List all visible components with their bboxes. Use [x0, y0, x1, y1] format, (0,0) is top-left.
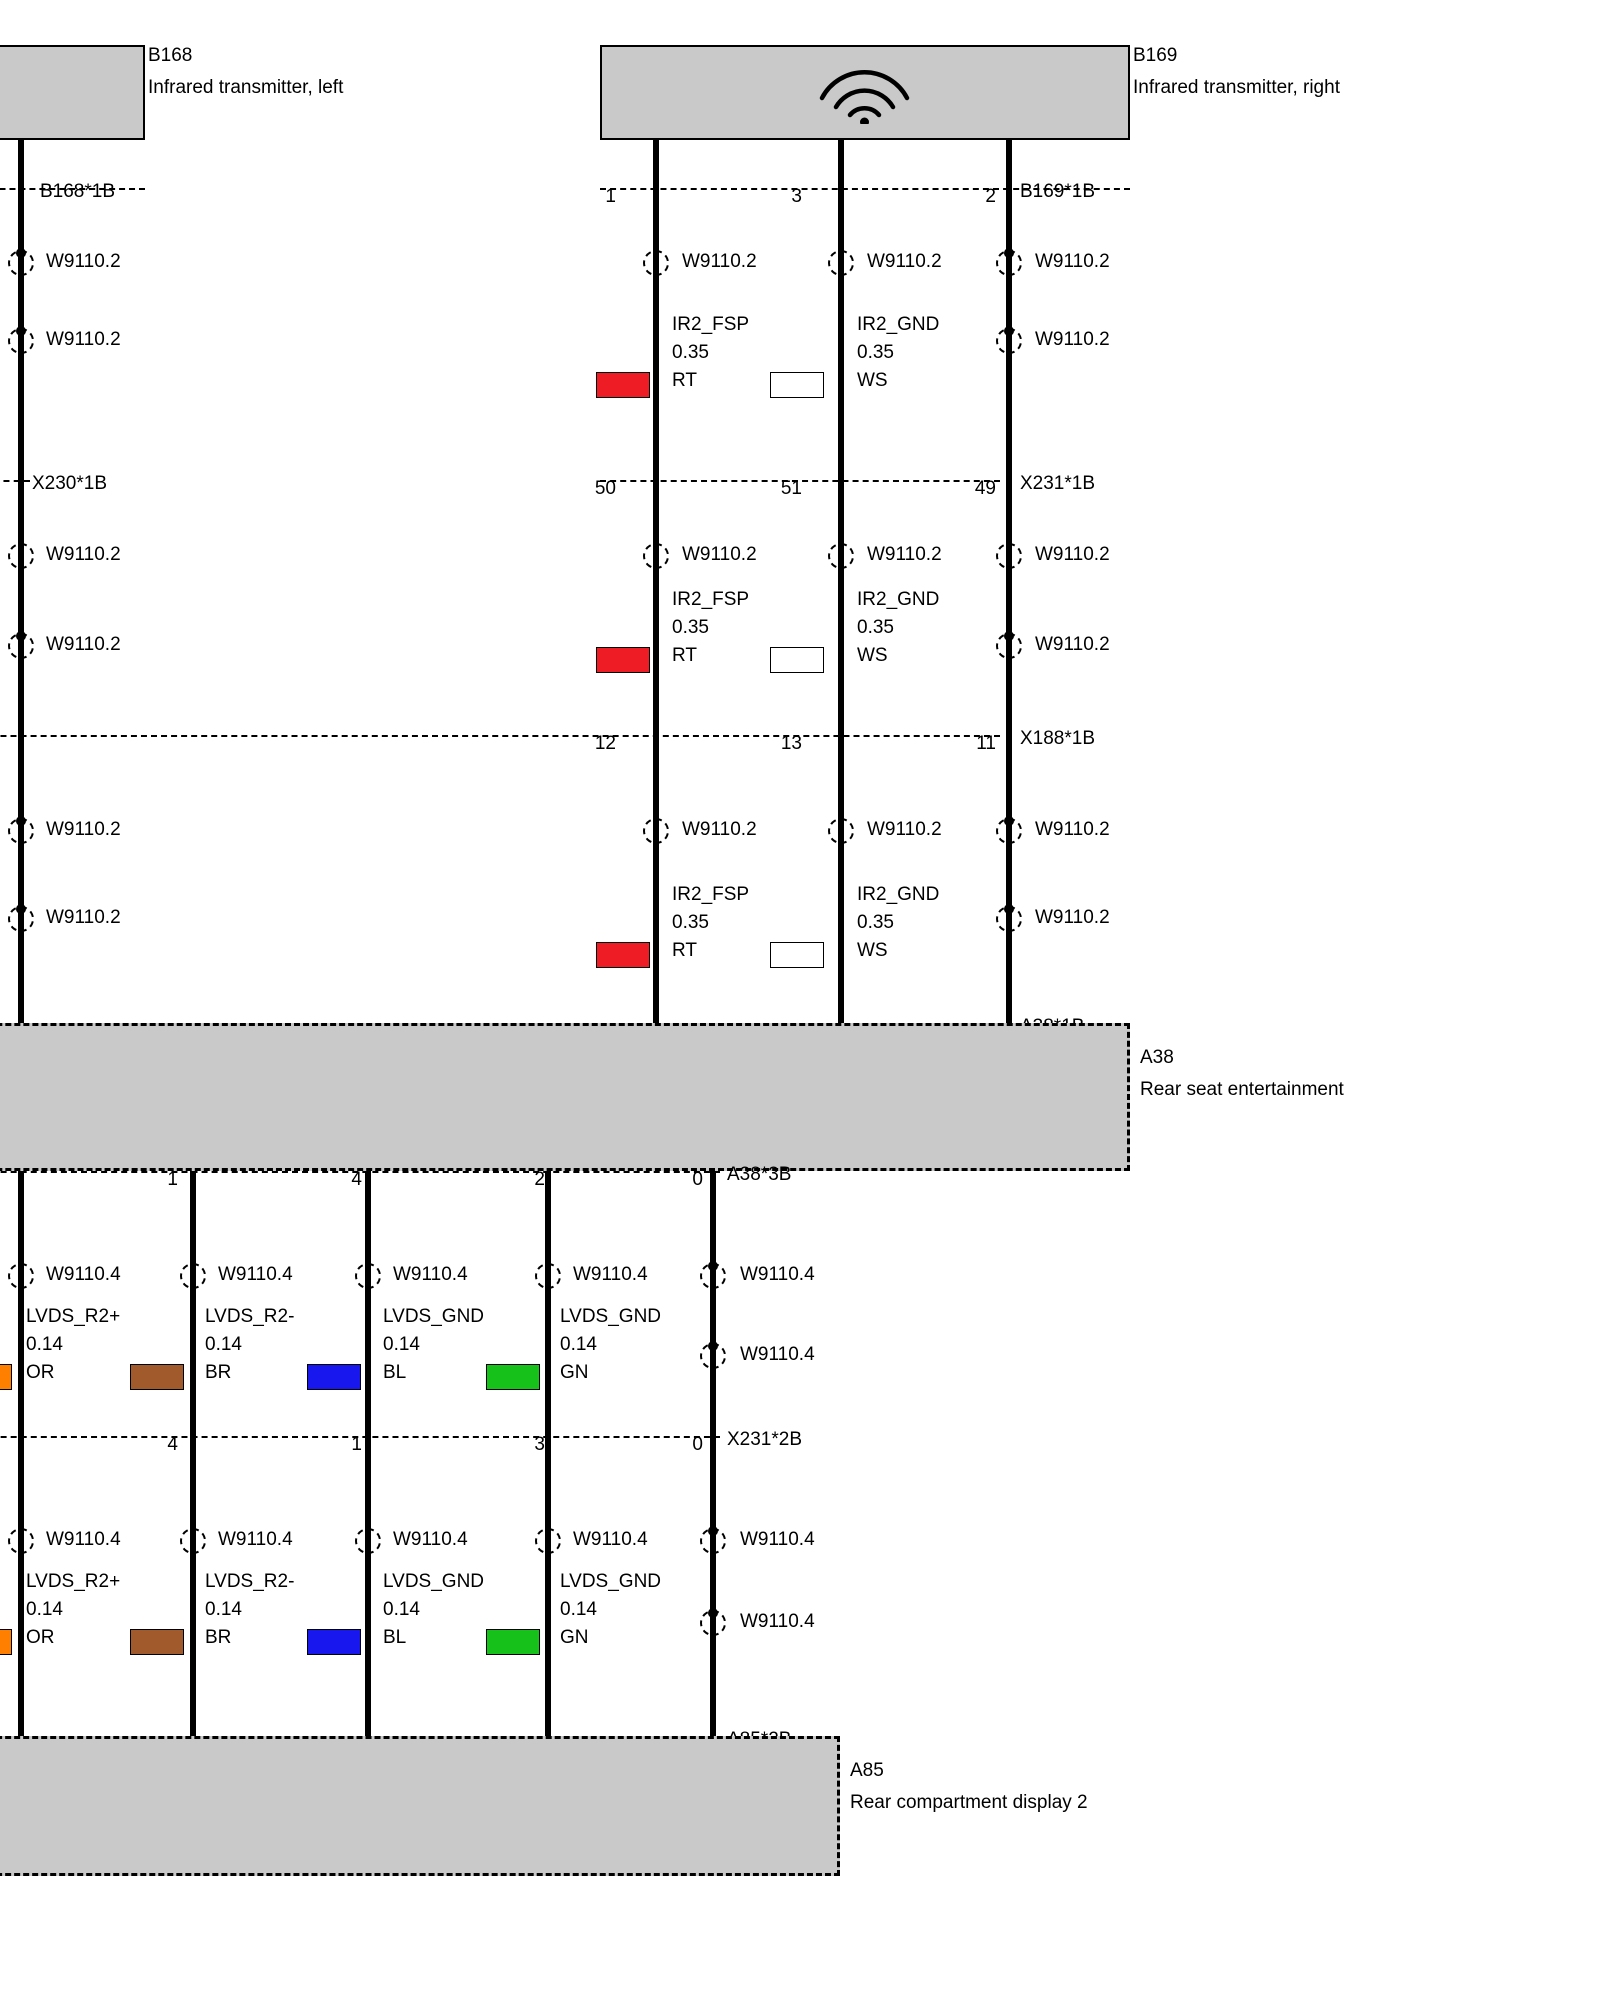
harness-marker	[996, 543, 1022, 569]
signal-color-code: BL	[383, 1362, 407, 1383]
component-label-a85-desc: Rear compartment display 2	[850, 1792, 1088, 1813]
wire-segment	[710, 1171, 716, 1436]
signal-name: IR2_GND	[857, 589, 940, 610]
signal-color-code: RT	[672, 370, 697, 391]
wire-segment	[653, 140, 659, 188]
pin-number: 1	[605, 186, 616, 207]
harness-marker	[8, 1528, 34, 1554]
harness-label: W9110.2	[867, 251, 942, 272]
wire-segment	[1006, 140, 1012, 188]
signal-gauge: 0.35	[857, 617, 894, 638]
wire-segment	[18, 1171, 24, 1436]
signal-name: IR2_FSP	[672, 589, 750, 610]
harness-label: W9110.2	[46, 634, 121, 655]
connector-line-x188-1b	[0, 735, 1000, 737]
harness-label: W9110.2	[1035, 907, 1110, 928]
component-box-b168	[0, 45, 145, 140]
pin-number: 1	[167, 1169, 178, 1190]
signal-color-code: GN	[560, 1627, 589, 1648]
component-label-b169-desc: Infrared transmitter, right	[1133, 77, 1340, 98]
wire-segment	[545, 1171, 551, 1436]
signal-gauge: 0.14	[205, 1599, 242, 1620]
component-box-a85	[0, 1736, 840, 1876]
component-label-b169-id: B169	[1133, 45, 1178, 66]
signal-gauge: 0.35	[672, 617, 709, 638]
signal-gauge: 0.14	[383, 1599, 420, 1620]
harness-label: W9110.2	[1035, 634, 1110, 655]
signal-color-code: WS	[857, 370, 888, 391]
junction-dot	[708, 1526, 718, 1536]
harness-label: W9110.4	[393, 1264, 468, 1285]
harness-marker	[643, 250, 669, 276]
harness-label: W9110.4	[46, 1529, 121, 1550]
junction-dot	[1004, 904, 1014, 914]
signal-gauge: 0.35	[857, 912, 894, 933]
harness-marker	[180, 1528, 206, 1554]
harness-marker	[180, 1263, 206, 1289]
component-label-a85-id: A85	[850, 1760, 884, 1781]
harness-label: W9110.4	[46, 1264, 121, 1285]
harness-label: W9110.2	[46, 251, 121, 272]
junction-dot	[16, 248, 26, 258]
pin-number: 13	[780, 733, 802, 754]
component-box-a38	[0, 1023, 1130, 1171]
pin-number: 11	[976, 733, 996, 754]
wire-color-swatch-bl	[307, 1629, 361, 1655]
signal-name: IR2_GND	[857, 884, 940, 905]
harness-label: W9110.2	[1035, 329, 1110, 350]
wire-color-swatch-or	[0, 1364, 12, 1390]
wire-segment	[1006, 735, 1012, 1023]
signal-gauge: 0.14	[26, 1599, 63, 1620]
junction-dot	[708, 1261, 718, 1271]
signal-name: LVDS_GND	[560, 1306, 662, 1327]
connector-label-a38-3b: A38*3B	[727, 1164, 792, 1185]
harness-label: W9110.2	[46, 329, 121, 350]
pin-number: 49	[974, 478, 996, 499]
wire-color-swatch-or	[0, 1629, 12, 1655]
pin-number: 50	[594, 478, 616, 499]
harness-marker	[8, 1263, 34, 1289]
wire-color-swatch-ws	[770, 647, 824, 673]
pin-number: 4	[167, 1434, 178, 1455]
junction-dot	[708, 1608, 718, 1618]
signal-gauge: 0.14	[205, 1334, 242, 1355]
wire-color-swatch-gn	[486, 1364, 540, 1390]
wire-color-swatch-br	[130, 1364, 184, 1390]
signal-color-code: BR	[205, 1362, 232, 1383]
harness-marker	[355, 1263, 381, 1289]
connector-label-x188-1b: X188*1B	[1020, 728, 1096, 749]
wire-segment	[18, 1436, 24, 1736]
signal-color-code: WS	[857, 645, 888, 666]
junction-dot	[16, 816, 26, 826]
wire-color-swatch-bl	[307, 1364, 361, 1390]
harness-marker	[535, 1528, 561, 1554]
connector-label-x230-1b: X230*1B	[32, 473, 108, 494]
signal-color-code: WS	[857, 940, 888, 961]
pin-number: 0	[692, 1434, 703, 1455]
pin-number: 4	[351, 1169, 362, 1190]
harness-label: W9110.4	[740, 1264, 815, 1285]
harness-label: W9110.2	[682, 544, 757, 565]
harness-label: W9110.4	[218, 1529, 293, 1550]
connector-label-x231-2b: X231*2B	[727, 1429, 803, 1450]
signal-color-code: RT	[672, 940, 697, 961]
harness-label: W9110.4	[218, 1264, 293, 1285]
signal-gauge: 0.35	[672, 912, 709, 933]
junction-dot	[1004, 816, 1014, 826]
harness-marker	[643, 818, 669, 844]
wire-color-swatch-rt	[596, 942, 650, 968]
signal-name: IR2_FSP	[672, 314, 750, 335]
wire-color-swatch-rt	[596, 647, 650, 673]
signal-name: IR2_GND	[857, 314, 940, 335]
wire-segment	[838, 188, 844, 480]
signal-name: LVDS_GND	[560, 1571, 662, 1592]
signal-gauge: 0.14	[26, 1334, 63, 1355]
harness-label: W9110.4	[740, 1529, 815, 1550]
harness-label: W9110.4	[573, 1264, 648, 1285]
wire-segment	[18, 140, 24, 188]
wire-segment	[710, 1436, 716, 1736]
junction-dot	[1004, 326, 1014, 336]
component-label-b168-desc: Infrared transmitter, left	[148, 77, 344, 98]
wire-segment	[1006, 480, 1012, 735]
harness-marker	[828, 818, 854, 844]
harness-label: W9110.2	[682, 819, 757, 840]
wire-segment	[365, 1436, 371, 1736]
signal-name: IR2_FSP	[672, 884, 750, 905]
harness-label: W9110.2	[46, 819, 121, 840]
harness-label: W9110.2	[1035, 251, 1110, 272]
signal-name: LVDS_R2+	[26, 1571, 121, 1592]
signal-name: LVDS_R2-	[205, 1306, 295, 1327]
harness-marker	[8, 543, 34, 569]
harness-marker	[535, 1263, 561, 1289]
wire-segment	[18, 480, 24, 735]
connector-line-x230-1b	[0, 480, 30, 482]
wire-segment	[838, 140, 844, 188]
infrared-waves-icon	[812, 62, 917, 124]
wire-color-swatch-rt	[596, 372, 650, 398]
signal-name: LVDS_GND	[383, 1306, 485, 1327]
signal-color-code: GN	[560, 1362, 589, 1383]
harness-label: W9110.4	[573, 1529, 648, 1550]
wire-segment	[653, 735, 659, 1023]
harness-marker	[828, 543, 854, 569]
signal-color-code: BL	[383, 1627, 407, 1648]
wire-color-swatch-ws	[770, 372, 824, 398]
junction-dot	[708, 1341, 718, 1351]
harness-marker	[643, 543, 669, 569]
pin-number: 12	[594, 733, 616, 754]
signal-color-code: OR	[26, 1627, 55, 1648]
signal-color-code: BR	[205, 1627, 232, 1648]
connector-label-x231-1b: X231*1B	[1020, 473, 1096, 494]
harness-label: W9110.2	[1035, 819, 1110, 840]
harness-label: W9110.4	[740, 1344, 815, 1365]
harness-marker	[828, 250, 854, 276]
component-label-b168-id: B168	[148, 45, 193, 66]
signal-gauge: 0.14	[560, 1334, 597, 1355]
pin-number: 3	[791, 186, 802, 207]
wire-segment	[838, 480, 844, 735]
signal-gauge: 0.35	[672, 342, 709, 363]
wire-color-swatch-br	[130, 1629, 184, 1655]
signal-color-code: RT	[672, 645, 697, 666]
harness-marker	[355, 1528, 381, 1554]
signal-gauge: 0.14	[383, 1334, 420, 1355]
harness-label: W9110.2	[682, 251, 757, 272]
pin-number: 0	[692, 1169, 703, 1190]
junction-dot	[1004, 248, 1014, 258]
signal-name: LVDS_R2-	[205, 1571, 295, 1592]
wire-segment	[838, 735, 844, 1023]
harness-label: W9110.4	[740, 1611, 815, 1632]
component-label-a38-id: A38	[1140, 1047, 1174, 1068]
wire-color-swatch-gn	[486, 1629, 540, 1655]
junction-dot	[16, 904, 26, 914]
harness-label: W9110.2	[867, 819, 942, 840]
pin-number: 2	[985, 186, 996, 207]
harness-label: W9110.2	[867, 544, 942, 565]
signal-gauge: 0.14	[560, 1599, 597, 1620]
pin-number: 2	[534, 1169, 545, 1190]
pin-number: 1	[351, 1434, 362, 1455]
pin-number: 3	[534, 1434, 545, 1455]
wire-segment	[190, 1436, 196, 1736]
component-label-a38-desc: Rear seat entertainment	[1140, 1079, 1344, 1100]
wire-segment	[653, 480, 659, 735]
harness-label: W9110.2	[46, 544, 121, 565]
wire-segment	[365, 1171, 371, 1436]
signal-color-code: OR	[26, 1362, 55, 1383]
wire-color-swatch-ws	[770, 942, 824, 968]
junction-dot	[16, 631, 26, 641]
wire-segment	[190, 1171, 196, 1436]
wire-segment	[18, 735, 24, 1023]
connector-label-b169-1b: B169*1B	[1020, 181, 1096, 202]
junction-dot	[1004, 631, 1014, 641]
junction-dot	[16, 326, 26, 336]
signal-name: LVDS_R2+	[26, 1306, 121, 1327]
connector-label-b168-1b: B168*1B	[40, 181, 116, 202]
signal-name: LVDS_GND	[383, 1571, 485, 1592]
harness-label: W9110.2	[46, 907, 121, 928]
harness-label: W9110.4	[393, 1529, 468, 1550]
signal-gauge: 0.35	[857, 342, 894, 363]
wire-segment	[653, 188, 659, 480]
wire-segment	[545, 1436, 551, 1736]
pin-number: 51	[780, 478, 802, 499]
harness-label: W9110.2	[1035, 544, 1110, 565]
